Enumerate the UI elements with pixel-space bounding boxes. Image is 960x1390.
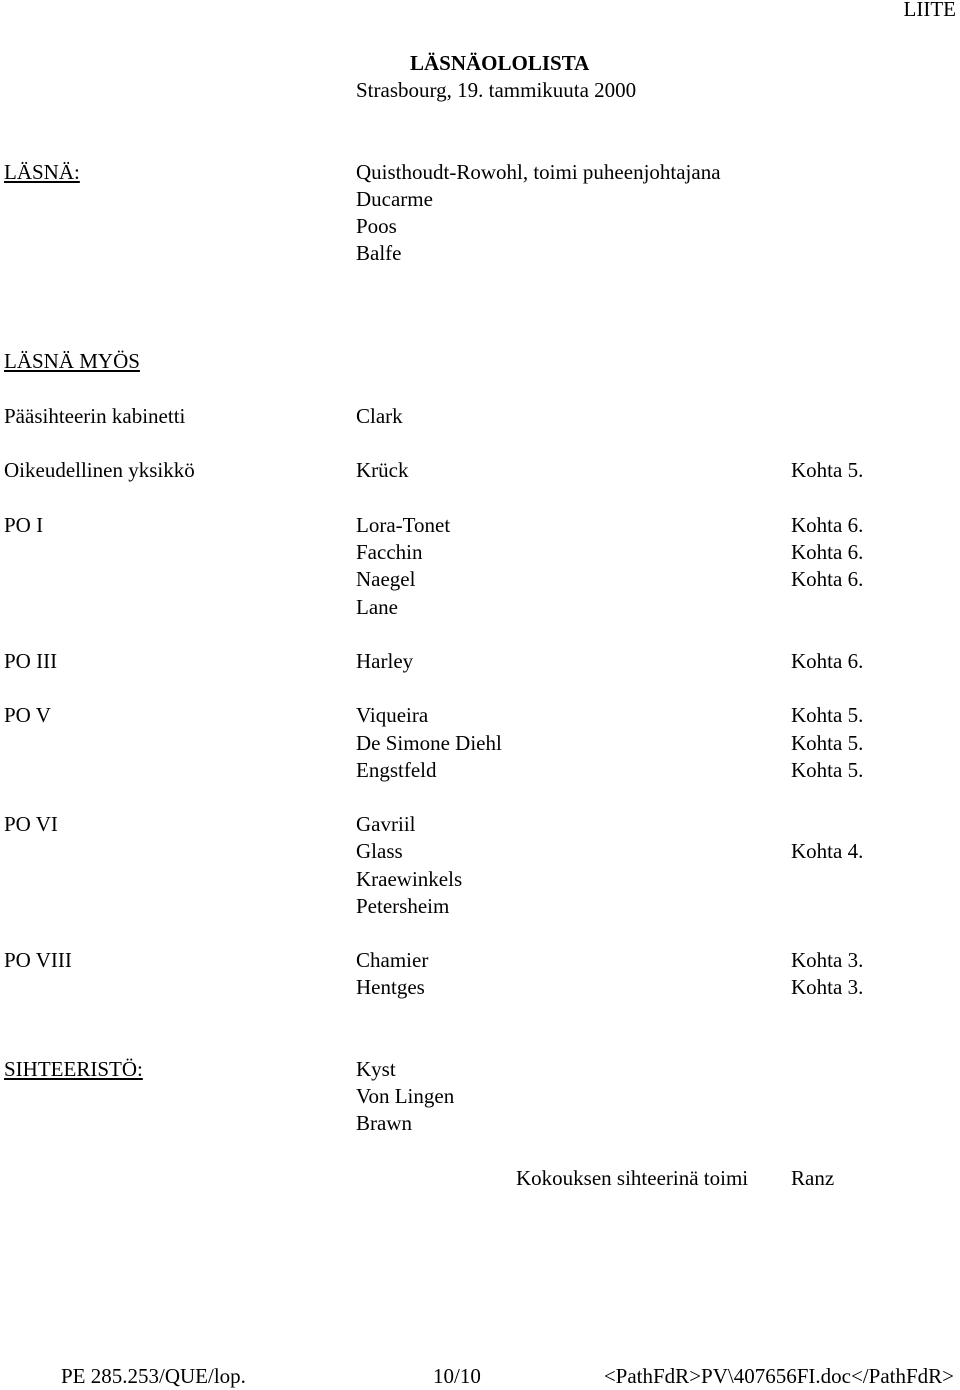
secretariat-label: SIHTEERISTÖ: — [4, 1057, 143, 1081]
present-name: Balfe — [356, 241, 402, 265]
row-item: Kohta 3. — [791, 948, 864, 972]
row-item: Kohta 5. — [791, 703, 864, 727]
row-item: Kohta 6. — [791, 513, 864, 537]
secretariat-name: Kyst — [356, 1057, 396, 1081]
meeting-secretary-label: Kokouksen sihteerinä toimi — [516, 1166, 749, 1190]
row-name: Engstfeld — [356, 758, 437, 782]
row-item: Kohta 6. — [791, 649, 864, 673]
row-org: PO I — [4, 513, 44, 537]
meeting-secretary-name: Ranz — [791, 1166, 835, 1190]
row-name: Petersheim — [356, 894, 450, 918]
row-item: Kohta 4. — [791, 839, 864, 863]
row-org: PO VI — [4, 812, 58, 836]
row-item: Kohta 3. — [791, 975, 864, 999]
row-name: Krück — [356, 458, 409, 482]
footer-page-number: 10/10 — [433, 1364, 481, 1388]
page-subtitle: Strasbourg, 19. tammikuuta 2000 — [356, 78, 637, 102]
row-name: Lane — [356, 595, 398, 619]
row-name: Facchin — [356, 540, 423, 564]
row-org: Oikeudellinen yksikkö — [4, 458, 195, 482]
row-name: Chamier — [356, 948, 429, 972]
secretariat-name: Von Lingen — [356, 1084, 455, 1108]
annex-label: LIITE — [903, 0, 956, 21]
row-item: Kohta 5. — [791, 758, 864, 782]
row-name: Kraewinkels — [356, 867, 463, 891]
row-item: Kohta 6. — [791, 540, 864, 564]
row-name: Viqueira — [356, 703, 429, 727]
row-name: Clark — [356, 404, 403, 428]
row-name: Hentges — [356, 975, 425, 999]
row-item: Kohta 5. — [791, 731, 864, 755]
page-title: LÄSNÄOLOLISTA — [410, 51, 590, 75]
row-name: Glass — [356, 839, 403, 863]
row-name: Naegel — [356, 567, 416, 591]
row-org: PO V — [4, 703, 51, 727]
row-name: Lora-Tonet — [356, 513, 451, 537]
row-org: PO VIII — [4, 948, 72, 972]
present-name: Quisthoudt-Rowohl, toimi puheenjohtajana — [356, 160, 721, 184]
row-item: Kohta 6. — [791, 567, 864, 591]
also-present-label: LÄSNÄ MYÖS — [4, 349, 140, 373]
row-name: Harley — [356, 649, 414, 673]
row-name: Gavriil — [356, 812, 416, 836]
row-org: Pääsihteerin kabinetti — [4, 404, 186, 428]
present-label: LÄSNÄ: — [4, 160, 80, 184]
footer-reference: PE 285.253/QUE/lop. — [61, 1364, 246, 1388]
row-name: De Simone Diehl — [356, 731, 502, 755]
row-item: Kohta 5. — [791, 458, 864, 482]
secretariat-name: Brawn — [356, 1111, 412, 1135]
present-name: Ducarme — [356, 187, 433, 211]
footer-file-path: <PathFdR>PV\407656FI.doc</PathFdR> — [603, 1364, 954, 1388]
row-org: PO III — [4, 649, 58, 673]
present-name: Poos — [356, 214, 397, 238]
